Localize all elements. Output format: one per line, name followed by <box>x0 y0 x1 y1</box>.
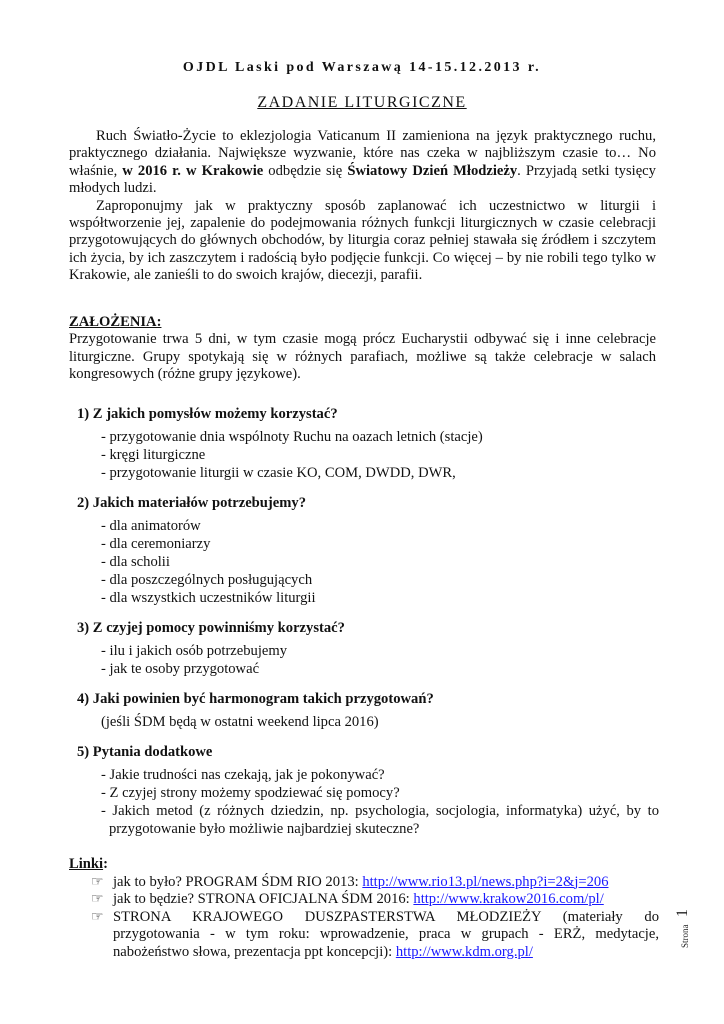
link-rio13[interactable]: http://www.rio13.pl/news.php?i=2&j=206 <box>362 873 609 890</box>
pointing-hand-icon: ☞ <box>91 909 104 925</box>
link-item-krakow <box>69 891 659 909</box>
question-3-title: 3) Z czyjej pomocy powinniśmy korzystać? <box>77 620 345 636</box>
document-header: OJDL Laski pod Warszawą 14-15.12.2013 r. <box>182 60 542 75</box>
links-heading-colon: : <box>103 856 108 872</box>
question-2-title: 2) Jakich materiałów potrzebujemy? <box>77 495 306 511</box>
list-item: - dla ceremoniarzy <box>101 536 211 552</box>
list-item: - Z czyjej strony możemy spodziewać się pomocy? <box>101 785 400 801</box>
link-item-text: jak to było? PROGRAM ŚDM RIO 2013: <box>113 873 363 890</box>
list-item: - dla poszczególnych posługujących <box>101 572 313 588</box>
question-3 <box>77 619 659 678</box>
list-item: - przygotowanie liturgii w czasie KO, COM, DWDD, DWR, <box>101 465 456 481</box>
document-title: ZADANIE LITURGICZNE <box>257 94 467 111</box>
link-item-kdm <box>69 909 659 962</box>
intro-text-part1: Ruch Światło-Życie to eklezjologia Vaticanum II zamieniona na język praktycznego ruchu, praktycznego działania. Największe wyzwanie, które nas czeka w najbliższym czasie to… No właśnie, <box>69 128 656 179</box>
intro-paragraph-2: Zaproponujmy jak w praktyczny sposób zaplanować ich uczestnictwo w liturgii i współtworzenie jej, zapalenie do podejmowania różnych funkcji liturgicznych w czasie celebracji przygotowujących do głównych obchodów, by liturgia coraz pełniej stawała się źródłem i szczytem ich życia, by ich zaszczytem i radością było podjęcie funkcji. Co więcej – by nie robili tego tylko w Krakowie, ale zanieśli to do swoich krajów, diecezji, parafii. <box>69 197 656 284</box>
question-4 <box>77 690 659 731</box>
question-3-items <box>101 642 659 678</box>
list-item: - jak te osoby przygotować <box>101 661 260 677</box>
list-item: - przygotowanie dnia wspólnoty Ruchu na oazach letnich (stacje) <box>101 429 483 445</box>
link-item-text: STRONA KRAJOWEGO DUSZPASTERSTWA MŁODZIEŻY (materiały do przygotowania - w tym roku: wprowadzenie, praca w grupach - ERŻ, medytacje, nabożeństwo słowa, prezentacja ppt koncepcji): <box>113 908 659 960</box>
links-heading: Linki <box>69 856 104 872</box>
question-2-items <box>101 517 659 607</box>
pointing-hand-icon: ☞ <box>91 892 104 907</box>
assumptions-section <box>69 314 656 384</box>
intro-bold-event: Światowy Dzień Młodzieży <box>347 162 518 179</box>
question-5-items <box>101 766 659 838</box>
intro-paragraph-1 <box>69 128 656 198</box>
list-item: - dla wszystkich uczestników liturgii <box>101 590 316 606</box>
page-label: Strona <box>680 924 690 948</box>
links-section <box>69 856 659 961</box>
question-1 <box>77 405 659 482</box>
list-item: - ilu i jakich osób potrzebujemy <box>101 643 288 659</box>
link-item-rio <box>69 874 659 892</box>
questions-list <box>77 405 659 850</box>
link-krakow2016[interactable]: http://www.krakow2016.com/pl/ <box>413 891 604 907</box>
question-2 <box>77 494 659 607</box>
question-1-title: 1) Z jakich pomysłów możemy korzystać? <box>77 406 338 422</box>
question-1-items <box>101 428 659 482</box>
pointing-hand-icon: ☞ <box>91 874 104 890</box>
intro-bold-place-date: w 2016 r. w Krakowie <box>122 162 264 179</box>
list-item: - Jakie trudności nas czekają, jak je pokonywać? <box>101 767 385 783</box>
link-item-text: jak to będzie? STRONA OFICJALNA ŚDM 2016: <box>113 891 414 907</box>
question-4-note: (jeśli ŚDM będą w ostatni weekend lipca 2016) <box>101 714 379 730</box>
list-item: - kręgi liturgiczne <box>101 447 206 463</box>
assumptions-heading: ZAŁOŻENIA: <box>69 314 162 330</box>
list-item: - Jakich metod (z różnych dziedzin, np. psychologia, socjologia, informatyka) użyć, by to przygotowanie było możliwie najbardziej skuteczne? <box>101 803 659 837</box>
intro-section <box>69 128 656 285</box>
page-number: 1 <box>674 909 691 917</box>
question-4-title: 4) Jaki powinien być harmonogram takich przygotowań? <box>77 691 434 707</box>
list-item: - dla scholii <box>101 554 170 570</box>
list-item: - dla animatorów <box>101 518 201 534</box>
links-heading-row <box>69 856 659 874</box>
question-5-title: 5) Pytania dodatkowe <box>77 744 213 760</box>
assumptions-text: Przygotowanie trwa 5 dni, w tym czasie mogą prócz Eucharystii odbywać się i inne celebracje liturgiczne. Grupy spotykają się w różnych parafiach, możliwe są także celebracje w salach kongresowych (różne grupy językowe). <box>69 331 656 383</box>
link-kdm[interactable]: http://www.kdm.org.pl/ <box>395 943 533 960</box>
intro-text-part3: . Przyjadą setki tysięcy młodych ludzi. <box>69 162 656 197</box>
question-5 <box>77 743 659 838</box>
intro-text-part2: odbędzie się <box>263 162 348 179</box>
